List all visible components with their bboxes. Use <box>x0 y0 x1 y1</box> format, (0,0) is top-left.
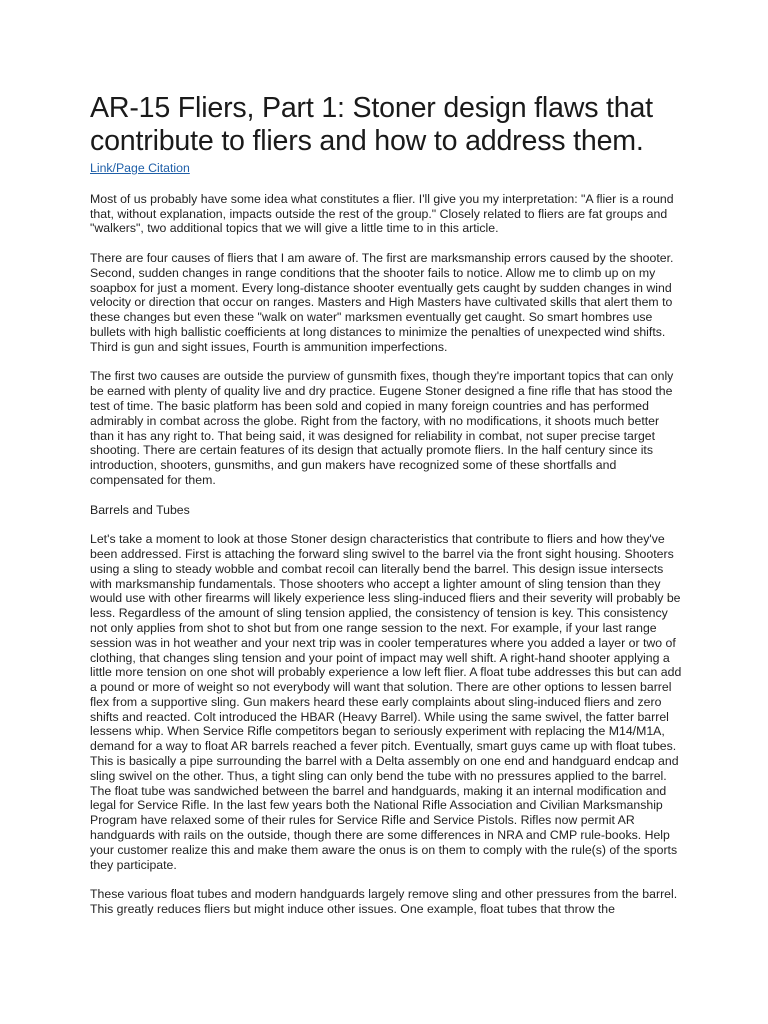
paragraph-float-tubes: These various float tubes and modern handguards largely remove sling and other pressures from the barrel. This greatly reduces fliers but might induce other issues. One example, float tubes that throw the <box>90 887 678 917</box>
article-title: AR-15 Fliers, Part 1: Stoner design flaws that contribute to fliers and how to address them. <box>90 92 653 157</box>
paragraph-barrels: Let's take a moment to look at those Stoner design characteristics that contribute to fliers and how they've been addressed. First is attaching the forward sling swivel to the barrel via the front sight housing. Shooters using a sling to steady wobble and combat recoil can literally bend the barrel. This design issue intersects with marksmanship fundamentals. Those shooters who accept a lighter amount of sling tension than they would use with other firearms will likely experience less sling-induced fliers and their severity will probably be less. Regardless of the amount of sling tension applied, the consistency of tension is key. This consistency not only applies from shot to shot but from one range session to the next. For example, if your last range session was in hot weather and your next trip was in cooler temperatures where you added a layer or two of clothing, that changes sling tension and your point of impact may well shift. A right-hand shooter applying a little more tension on one shot will probably experience a low left flier. A float tube addresses this but can add a pound or more of weight so not everybody will want that solution. There are other options to lessen barrel flex from a supportive sling. Gun makers heard these early complaints about sling-induced fliers and zero shifts and reacted. Colt introduced the HBAR (Heavy Barrel). While using the same swivel, the fatter barrel lessens whip. When Service Rifle competitors began to seriously experiment with replacing the M14/M1A, demand for a way to float AR barrels reached a fever pitch. Eventually, smart guys came up with float tubes. This is basically a pipe surrounding the barrel with a Delta assembly on one end and handguard endcap and sling swivel on the other. Thus, a tight sling can only bend the tube with no pressures applied to the barrel. The float tube was sandwiched between the barrel and handguards, making it an internal modification and legal for Service Rifle. In the last few years both the National Rifle Association and Civilian Marksmanship Program have relaxed some of their rules for Service Rifle and Service Pistols. Rifles now permit AR handguards with rails on the outside, though there are some differences in NRA and CMP rule-books. Help your customer realize this and make them aware the onus is on them to comply with the rule(s) of the sports they participate. <box>90 532 682 872</box>
citation-link[interactable]: Link/Page Citation <box>90 161 190 175</box>
paragraph-intro: Most of us probably have some idea what constitutes a flier. I'll give you my interpretation: "A flier is a round that, without explanation, impacts outside the rest of the group." Closely related to fliers are fat groups and "walkers", two additional topics that we will give a little time to in this article. <box>90 191 674 236</box>
document-page <box>90 92 686 917</box>
paragraph-stoner: The first two causes are outside the purview of gunsmith fixes, though they're important topics that can only be earned with plenty of quality live and dry practice. Eugene Stoner designed a fine rifle that has stood the test of time. The basic platform has been sold and copied in many foreign countries and has performed admirably in combat across the globe. Right from the factory, with no modifications, it shoots much better than it has any right to. That being said, it was designed for reliability in combat, not super precise target shooting. There are certain features of its design that actually promote fliers. In the half century since its introduction, shooters, gunsmiths, and gun makers have recognized some of these shortfalls and compensated for them. <box>90 369 674 487</box>
paragraph-causes: There are four causes of fliers that I am aware of. The first are marksmanship errors caused by the shooter. Second, sudden changes in range conditions that the shooter fails to notice. Allow me to climb up on my soapbox for just a moment. Every long-distance shooter eventually gets caught by sudden changes in wind velocity or direction that occur on ranges. Masters and High Masters have cultivated skills that alert them to these changes but even these "walk on water" marksmen eventually get caught. So smart hombres use bullets with high ballistic coefficients at long distances to minimize the penalties of unexpected wind shifts. Third is gun and sight issues, Fourth is ammunition imperfections. <box>90 250 674 354</box>
section-heading: Barrels and Tubes <box>90 502 190 517</box>
